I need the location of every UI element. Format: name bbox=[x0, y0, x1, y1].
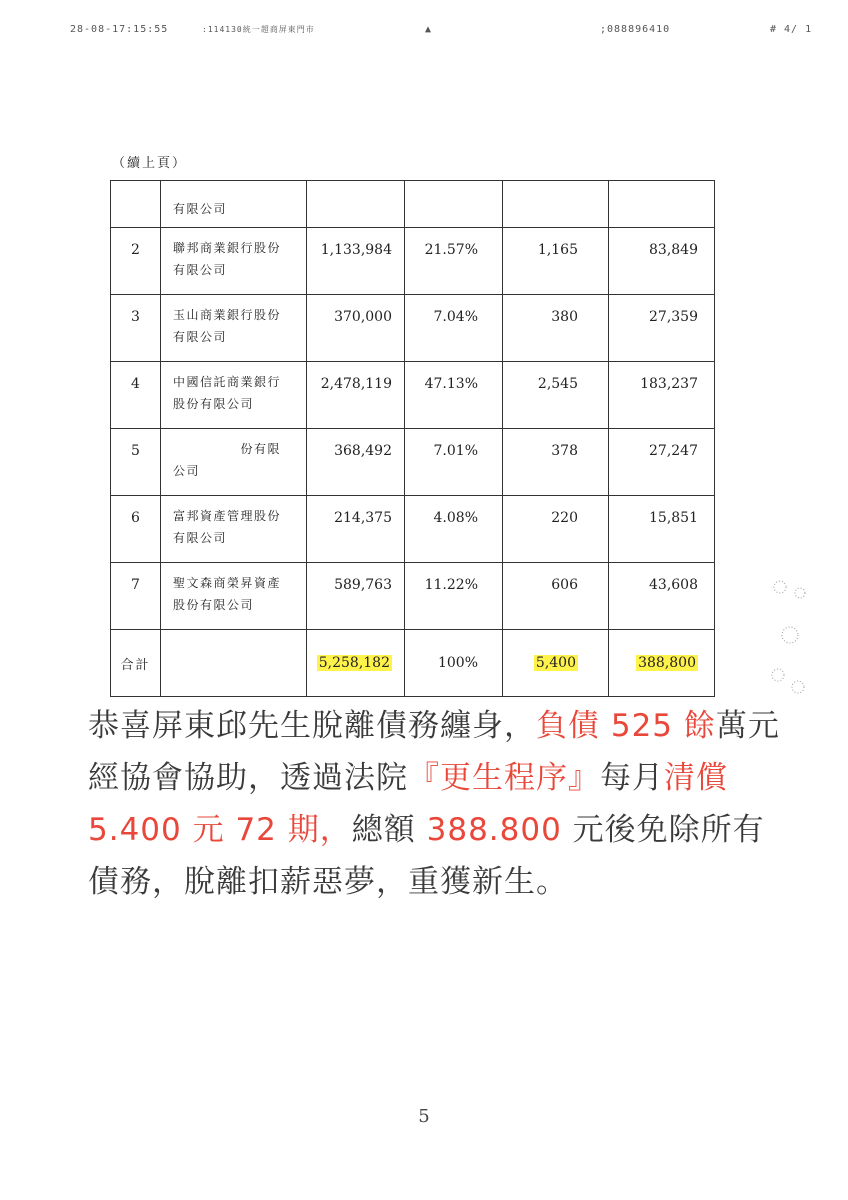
creditor-table bbox=[110, 180, 715, 697]
debt-amount: 370,000 bbox=[307, 295, 405, 362]
message-highlight: 負債 525 餘 bbox=[536, 708, 716, 744]
total-total: 388,800 bbox=[638, 655, 696, 671]
debt-amount: 214,375 bbox=[307, 496, 405, 563]
creditor-name-line: 份有限 bbox=[173, 442, 282, 456]
creditor-name-line: 聯邦商業銀行股份 bbox=[173, 241, 282, 255]
creditor-name-line: 有限公司 bbox=[173, 330, 228, 344]
total-amount-cell bbox=[307, 630, 405, 697]
row-number: 4 bbox=[111, 362, 161, 429]
creditor-name-line: 股份有限公司 bbox=[173, 598, 255, 612]
monthly-payment: 380 bbox=[503, 295, 609, 362]
debt-amount: 2,478,119 bbox=[307, 362, 405, 429]
creditor-name bbox=[161, 429, 307, 496]
creditor-name-line: 有限公司 bbox=[173, 202, 228, 216]
creditor-name-line: 公司 bbox=[173, 464, 201, 478]
total-payment: 183,237 bbox=[609, 362, 715, 429]
row-number: 6 bbox=[111, 496, 161, 563]
total-percent: 100% bbox=[405, 630, 503, 697]
fax-sender: :114130統一超商屏東門市 bbox=[202, 25, 315, 34]
monthly-payment: 2,545 bbox=[503, 362, 609, 429]
monthly-payment: 378 bbox=[503, 429, 609, 496]
total-payment: 27,359 bbox=[609, 295, 715, 362]
total-label: 合計 bbox=[111, 630, 161, 697]
total-payment: 83,849 bbox=[609, 228, 715, 295]
total-monthly: 5,400 bbox=[535, 655, 576, 671]
message-highlight: 清償 5.400 元 72 期， bbox=[88, 760, 728, 848]
message-text: 萬元經協會協助，透過法院 bbox=[88, 708, 780, 796]
fax-marker-icon: ▲ bbox=[425, 24, 433, 35]
creditor-name bbox=[161, 563, 307, 630]
fax-header bbox=[0, 24, 848, 38]
row-number: 2 bbox=[111, 228, 161, 295]
creditor-name bbox=[161, 362, 307, 429]
table-row bbox=[111, 496, 715, 563]
total-row bbox=[111, 630, 715, 697]
total-amount: 5,258,182 bbox=[318, 655, 390, 671]
creditor-name bbox=[161, 181, 307, 228]
table-row bbox=[111, 362, 715, 429]
continuation-label: （續上頁） bbox=[112, 156, 188, 171]
monthly-payment bbox=[503, 181, 609, 228]
total-name-cell bbox=[161, 630, 307, 697]
page-number: 5 bbox=[418, 1106, 430, 1127]
fax-page-indicator: # 4/ 1 bbox=[770, 24, 813, 35]
debt-amount: 589,763 bbox=[307, 563, 405, 630]
message-text: 總額 bbox=[351, 812, 427, 848]
creditor-name-line: 有限公司 bbox=[173, 263, 228, 277]
row-number: 5 bbox=[111, 429, 161, 496]
monthly-payment: 220 bbox=[503, 496, 609, 563]
total-payment: 15,851 bbox=[609, 496, 715, 563]
message-highlight: 『更生程序』 bbox=[408, 760, 600, 796]
total-payment bbox=[609, 181, 715, 228]
debt-percent: 4.08% bbox=[405, 496, 503, 563]
debt-amount: 1,133,984 bbox=[307, 228, 405, 295]
row-number bbox=[111, 181, 161, 228]
creditor-name-line: 富邦資產管理股份 bbox=[173, 509, 282, 523]
row-number: 7 bbox=[111, 563, 161, 630]
total-monthly-cell bbox=[503, 630, 609, 697]
creditor-name-line: 股份有限公司 bbox=[173, 397, 255, 411]
creditor-name-line: 有限公司 bbox=[173, 531, 228, 545]
total-payment: 43,608 bbox=[609, 563, 715, 630]
row-number: 3 bbox=[111, 295, 161, 362]
message-text: 元後免除所有債務，脫離扣薪惡夢，重獲新生。 bbox=[88, 812, 765, 900]
table-row bbox=[111, 429, 715, 496]
message-text: 每月 bbox=[600, 760, 664, 796]
monthly-payment: 606 bbox=[503, 563, 609, 630]
debt-percent: 7.04% bbox=[405, 295, 503, 362]
debt-percent: 21.57% bbox=[405, 228, 503, 295]
message-highlight: 388.800 bbox=[426, 812, 562, 848]
creditor-name-line: 中國信託商業銀行 bbox=[173, 375, 282, 389]
table-row bbox=[111, 228, 715, 295]
scan-specks-decoration bbox=[760, 575, 820, 705]
creditor-name bbox=[161, 295, 307, 362]
fax-datetime: 28-08-17:15:55 bbox=[70, 24, 169, 35]
table-row bbox=[111, 563, 715, 630]
total-payment: 27,247 bbox=[609, 429, 715, 496]
monthly-payment: 1,165 bbox=[503, 228, 609, 295]
table-row bbox=[111, 181, 715, 228]
creditor-name-line: 玉山商業銀行股份 bbox=[173, 308, 282, 322]
fax-phone: ;088896410 bbox=[600, 24, 671, 35]
debt-percent bbox=[405, 181, 503, 228]
creditor-name bbox=[161, 496, 307, 563]
creditor-name-line: 聖文森商榮昇資產 bbox=[173, 576, 282, 590]
debt-percent: 11.22% bbox=[405, 563, 503, 630]
table-row bbox=[111, 295, 715, 362]
debt-percent: 47.13% bbox=[405, 362, 503, 429]
total-total-cell bbox=[609, 630, 715, 697]
message-text: 恭喜屏東邱先生脫離債務纏身， bbox=[88, 708, 536, 744]
debt-percent: 7.01% bbox=[405, 429, 503, 496]
debt-amount bbox=[307, 181, 405, 228]
creditor-table-body bbox=[111, 181, 715, 697]
congratulation-message bbox=[88, 700, 788, 908]
debt-amount: 368,492 bbox=[307, 429, 405, 496]
creditor-name bbox=[161, 228, 307, 295]
